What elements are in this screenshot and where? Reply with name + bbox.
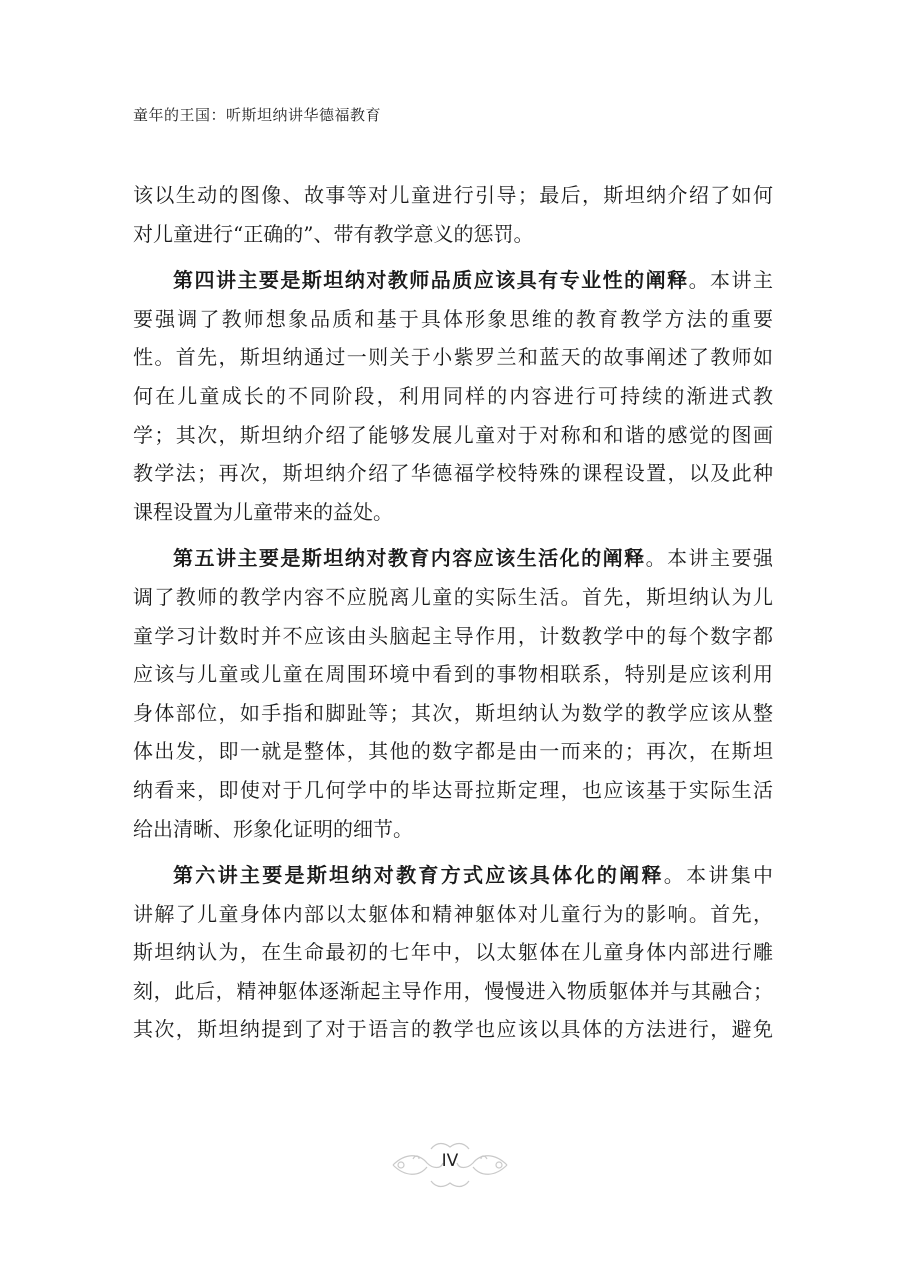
- text-line: 讲解了儿童身体内部以太躯体和精神躯体对儿童行为的影响。首先，: [133, 901, 773, 926]
- text-line: 童学习计数时并不应该由头脑起主导作用，计数教学中的每个数字都: [133, 623, 773, 648]
- text-line: 要强调了教师想象品质和基于具体形象思维的教育教学方法的重要: [133, 306, 773, 331]
- text-line: 该以生动的图像、故事等对儿童进行引导；最后，斯坦纳介绍了如何: [133, 183, 773, 207]
- paragraph-1: [133, 176, 773, 253]
- text-line: 纳看来，即使对于几何学中的毕达哥拉斯定理，也应该基于实际生活: [133, 777, 773, 802]
- paragraph-2: [133, 261, 773, 531]
- paragraph-3: [133, 539, 773, 848]
- text-line: 体出发，即一就是整体，其他的数字都是由一而来的；再次，在斯坦: [133, 739, 773, 764]
- text-run: 。本讲集中: [663, 863, 773, 888]
- text-line: 应该与儿童或儿童在周围环境中看到的事物相联系，特别是应该利用: [133, 662, 773, 687]
- text-line: 给出清晰、形象化证明的细节。: [133, 816, 413, 841]
- text-line: 刻，此后，精神躯体逐渐起主导作用，慢慢进入物质躯体并与其融合；: [133, 978, 773, 1003]
- text-run: 。本讲主: [688, 268, 773, 293]
- lecture-heading: 第五讲主要是斯坦纳对教育内容应该生活化的阐释: [173, 546, 646, 571]
- text-line: 斯坦纳认为，在生命最初的七年中，以太躯体在儿童身体内部进行雕: [133, 940, 773, 965]
- paragraph-4: [133, 856, 773, 1049]
- text-line: [133, 856, 773, 895]
- text-line: [133, 261, 773, 300]
- running-header: 童年的王国：听斯坦纳讲华德福教育: [133, 106, 382, 124]
- text-line: 学；其次，斯坦纳介绍了能够发展儿童对于对称和和谐的感觉的图画: [133, 422, 773, 447]
- text-line: [133, 539, 773, 578]
- text-line: 对儿童进行“正确的”、带有教学意义的惩罚。: [133, 221, 534, 246]
- text-line: 身体部位，如手指和脚趾等；其次，斯坦纳认为数学的教学应该从整: [133, 700, 773, 725]
- text-line: 课程设置为儿童带来的益处。: [133, 499, 393, 524]
- text-line: 何在儿童成长的不同阶段，利用同样的内容进行可持续的渐进式教: [133, 383, 773, 408]
- body-text: [133, 176, 773, 1049]
- text-run: 。本讲主要强: [645, 546, 773, 571]
- page-number: IV: [441, 1151, 459, 1171]
- lecture-heading: 第六讲主要是斯坦纳对教育方式应该具体化的阐释: [173, 863, 664, 888]
- text-line: 性。首先，斯坦纳通过一则关于小紫罗兰和蓝天的故事阐述了教师如: [133, 345, 773, 370]
- text-line: 其次，斯坦纳提到了对于语言的教学也应该以具体的方法进行，避免: [133, 1017, 773, 1042]
- text-line: 教学法；再次，斯坦纳介绍了华德福学校特殊的课程设置，以及此种: [133, 461, 773, 486]
- text-line: 调了教师的教学内容不应脱离儿童的实际生活。首先，斯坦纳认为儿: [133, 584, 773, 609]
- lecture-heading: 第四讲主要是斯坦纳对教师品质应该具有专业性的阐释: [173, 268, 689, 293]
